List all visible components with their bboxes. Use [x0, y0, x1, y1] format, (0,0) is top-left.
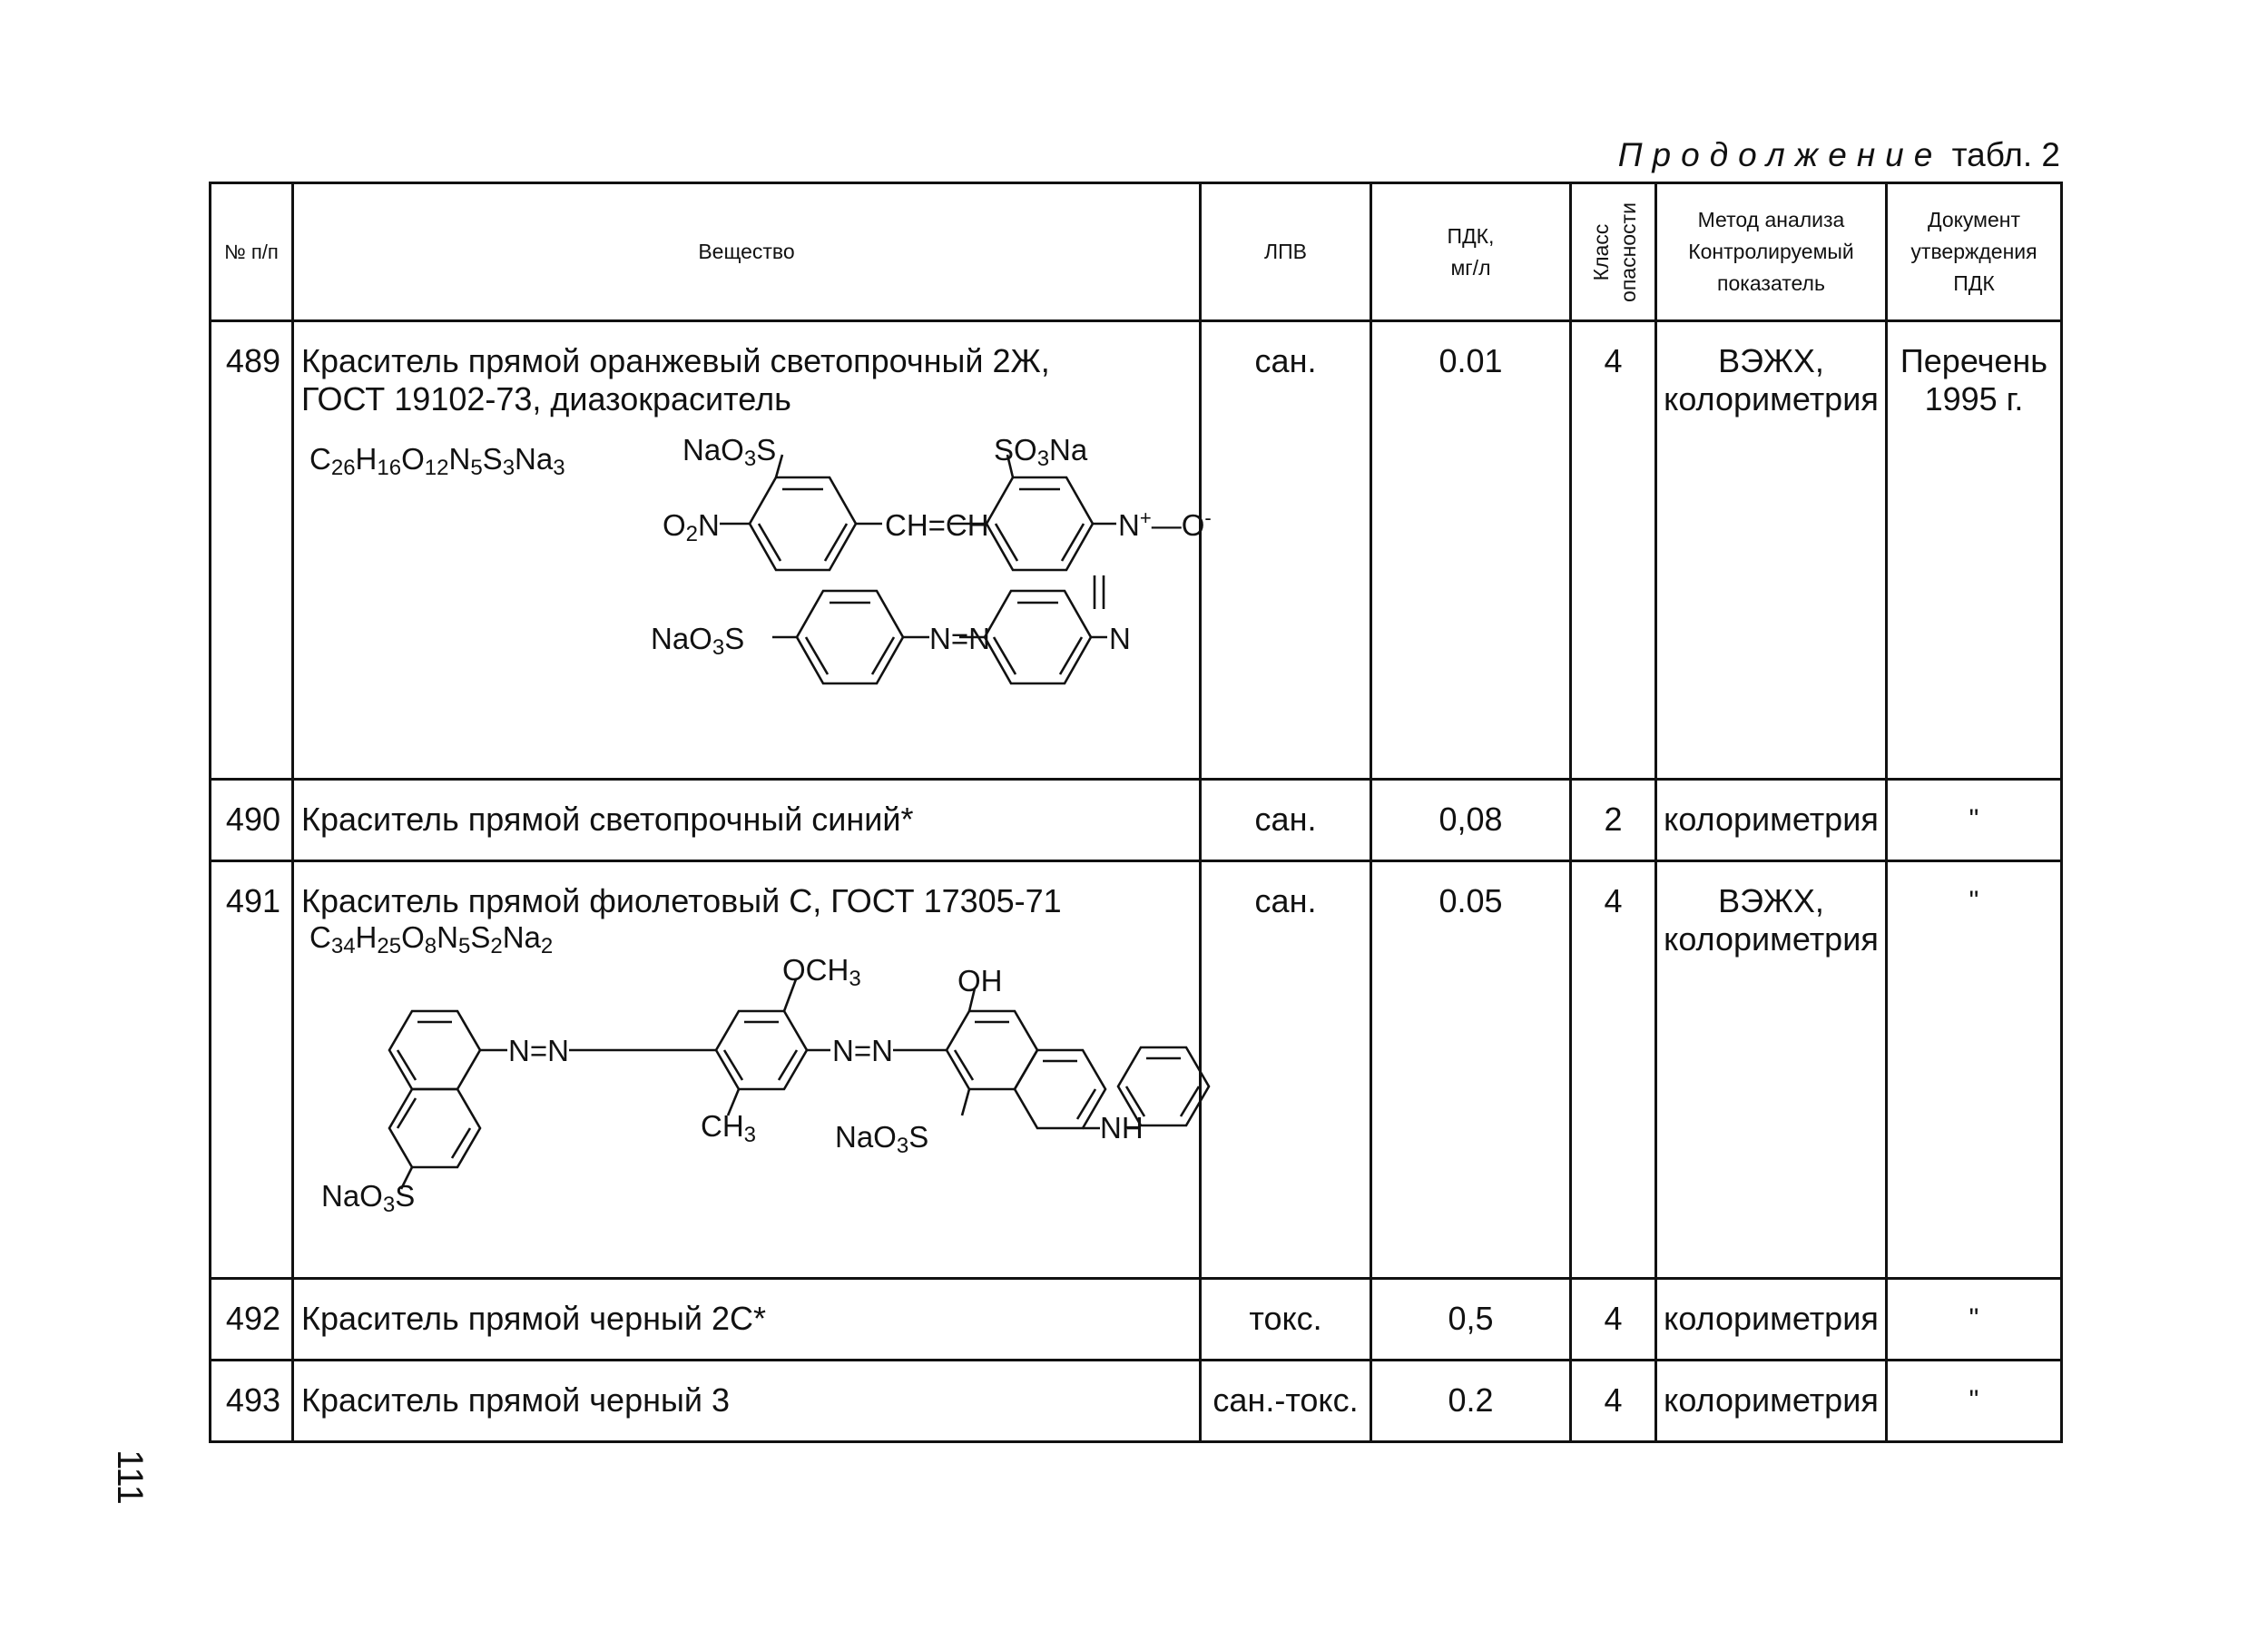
row-num: 491 — [211, 861, 293, 1279]
svg-text:NaO3S: NaO3S — [682, 433, 777, 471]
table-row — [211, 321, 2062, 780]
svg-text:N=N: N=N — [508, 1034, 569, 1067]
row-method: колориметрия — [1656, 1279, 1887, 1361]
row-method: колориметрия — [1656, 780, 1887, 861]
header-lpv: ЛПВ — [1201, 183, 1371, 321]
table-header-row — [211, 183, 2062, 321]
structural-formula-489 — [301, 418, 1212, 754]
continuation-suffix: табл. 2 — [1951, 136, 2060, 173]
header-document: Документ утверждения ПДК — [1887, 183, 2062, 321]
table-row — [211, 1279, 2062, 1361]
row-method: колориметрия — [1656, 1361, 1887, 1442]
table-row — [211, 780, 2062, 861]
header-num: № п/п — [211, 183, 293, 321]
row-hazard: 4 — [1571, 861, 1656, 1279]
row-substance: Краситель прямой светопрочный синий* — [293, 780, 1201, 861]
structural-formula-491 — [301, 920, 1200, 1247]
header-method: Метод анализа Контролируемый показатель — [1656, 183, 1887, 321]
row-document: " — [1887, 861, 2062, 1279]
molecular-formula-489: C26H16O12N5S3Na3 — [309, 442, 565, 480]
row-document: Перечень 1995 г. — [1887, 321, 2062, 780]
header-substance: Вещество — [293, 183, 1201, 321]
molecular-formula-491: C34H25O8N5S2Na2 — [309, 920, 554, 958]
row-substance: Краситель прямой черный 2С* — [293, 1279, 1201, 1361]
row-document: " — [1887, 1361, 2062, 1442]
row-substance: Краситель прямой оранжевый светопрочный 2Ж, ГОСТ 19102-73, диазокраситель C26H16O12N5S3Na3 NaO3S SO3Na O2N CH=CH N+—O- NaO3S N=N N — [293, 321, 1201, 780]
table-row — [211, 861, 2062, 1279]
row-num: 489 — [211, 321, 293, 780]
row-lpv: сан.-токс. — [1201, 1361, 1371, 1442]
page-number: 111 — [110, 1449, 150, 1505]
header-pdk: ПДК, мг/л — [1371, 183, 1571, 321]
row-num: 490 — [211, 780, 293, 861]
row-lpv: сан. — [1201, 861, 1371, 1279]
svg-text:NaO3S: NaO3S — [835, 1120, 929, 1158]
header-hazard-class: Класс опасности — [1571, 183, 1656, 321]
row-hazard: 4 — [1571, 1361, 1656, 1442]
row-hazard: 2 — [1571, 780, 1656, 861]
row-substance: Краситель прямой фиолетовый С, ГОСТ 17305-71 C34H25O8N5S2Na2 OCH3 OH N=N N=N CH3 NaO3S NH NaO3S — [293, 861, 1201, 1279]
table-row — [211, 1361, 2062, 1442]
row-lpv: сан. — [1201, 780, 1371, 861]
svg-text:N: N — [1109, 622, 1131, 655]
row-document: " — [1887, 1279, 2062, 1361]
svg-text:SO3Na: SO3Na — [994, 433, 1088, 471]
row-method: ВЭЖХ, колориметрия — [1656, 861, 1887, 1279]
row-num: 492 — [211, 1279, 293, 1361]
row-pdk: 0.01 — [1371, 321, 1571, 780]
row-substance: Краситель прямой черный 3 — [293, 1361, 1201, 1442]
svg-text:N=N: N=N — [832, 1034, 893, 1067]
svg-text:OCH3: OCH3 — [782, 953, 861, 991]
svg-text:NaO3S: NaO3S — [321, 1179, 416, 1217]
row-hazard: 4 — [1571, 1279, 1656, 1361]
svg-text:N+—O-: N+—O- — [1118, 506, 1212, 542]
row-lpv: токс. — [1201, 1279, 1371, 1361]
svg-text:O2N: O2N — [663, 508, 720, 546]
svg-text:CH3: CH3 — [701, 1109, 757, 1147]
structure-489 — [301, 418, 1212, 762]
svg-text:N=N: N=N — [929, 622, 990, 655]
row-hazard: 4 — [1571, 321, 1656, 780]
continuation-prefix: Продолжение — [1617, 136, 1943, 173]
svg-text:OH: OH — [957, 964, 1003, 997]
substance-table — [209, 182, 2063, 1443]
row-method: ВЭЖХ, колориметрия — [1656, 321, 1887, 780]
row-pdk: 0,08 — [1371, 780, 1571, 861]
row-pdk: 0,5 — [1371, 1279, 1571, 1361]
row-pdk: 0.2 — [1371, 1361, 1571, 1442]
row-document: " — [1887, 780, 2062, 861]
row-pdk: 0.05 — [1371, 861, 1571, 1279]
row-num: 493 — [211, 1361, 293, 1442]
svg-text:CH=CH: CH=CH — [885, 508, 989, 542]
row-lpv: сан. — [1201, 321, 1371, 780]
svg-text:NaO3S: NaO3S — [651, 622, 745, 660]
structure-491 — [301, 920, 1199, 1255]
continuation-label — [1543, 136, 2060, 174]
svg-text:NH: NH — [1100, 1111, 1144, 1145]
